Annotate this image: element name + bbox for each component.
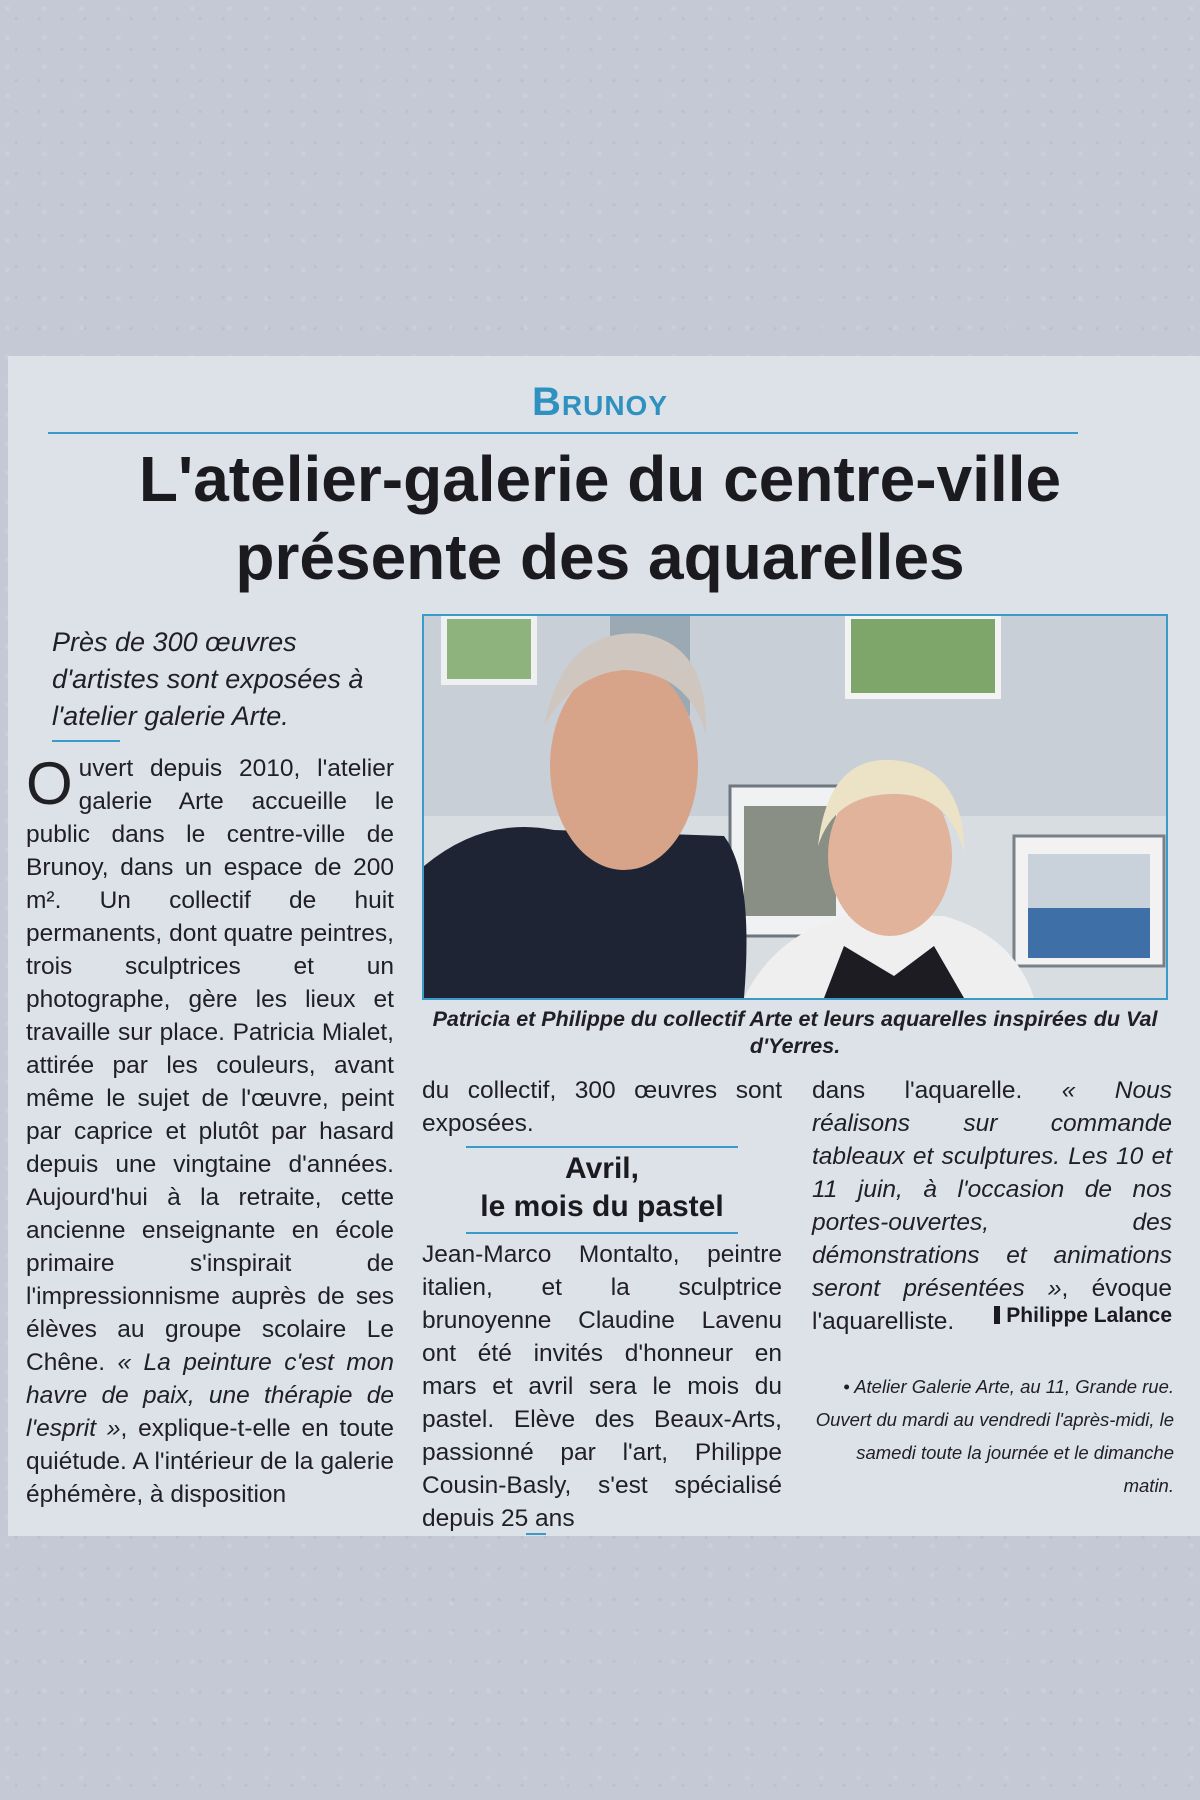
author-signature [940,1304,1172,1328]
subheading [422,1150,782,1226]
article-headline: L'atelier-galerie du centre-ville présente des aquarelles [138,443,1062,593]
drop-cap: O [26,750,73,817]
bottom-rule [526,1533,546,1535]
subheading-line-2: le mois du pastel [480,1190,724,1223]
column-3-text-end: , évoque l'aquarelliste. [812,1275,1172,1335]
subheading-line-1: Avril, [565,1152,639,1185]
column-1-text-end: , explique-t-elle en toute quiétude. A l'intérieur de la galerie éphémère, à disposition [26,1415,395,1508]
article-column-1 [26,752,394,1511]
subhead-rule-bottom [466,1232,738,1234]
article-column-3 [812,1074,1172,1338]
article-column-2: Jean-Marco Montalto, peintre italien, et la sculptrice brunoyenne Claudine Lavenu ont été invités d'honneur en mars et avril sera le mois du pastel. Elève des Beaux-Arts, passionné par l'art, Philippe Cousin-Basly, s'est spécialisé depuis 25 ans [422,1241,782,1532]
article-column-2-top: du collectif, 300 œuvres sont exposées. [422,1077,782,1137]
section-label: Brunoy [531,380,668,424]
deck-rule [52,740,120,742]
subhead-rule-top [466,1146,738,1148]
article-photo [422,614,1168,1000]
photo-illustration [424,616,1166,998]
author-name: Philippe Lalance [1006,1304,1172,1327]
practical-info: • Atelier Galerie Arte, au 11, Grande rue. Ouvert du mardi au vendredi l'après-midi, le samedi toute la journée et le dimanche matin. [815,1376,1174,1496]
column-3-quote: « Nous réalisons sur commande tableaux et sculptures. Les 10 et 11 juin, à l'occasion de nos portes-ouvertes, des démonstrations et animations seront présentées » [812,1077,1172,1302]
section-rule [48,432,1078,434]
column-1-quote: « La peinture c'est mon havre de paix, une thérapie de l'esprit » [26,1349,394,1442]
photo-caption: Patricia et Philippe du collectif Arte et leurs aquarelles inspirées du Val d'Yerres. [432,1007,1158,1058]
column-3-text: dans l'aquarelle. [812,1077,1062,1104]
signature-marker [994,1306,1000,1324]
column-1-text: uvert depuis 2010, l'atelier galerie Arte accueille le public dans le centre-ville de Brunoy, dans un espace de 200 m². Un collectif de huit permanents, dont quatre peintres, trois sculptrices et un photographe, gère les lieux et travaille sur place. Patricia Mialet, attirée par les couleurs, avant même le sujet de l'œuvre, peint par caprice et plutôt par hasard depuis une vingtaine d'années. Aujourd'hui à la retraite, cette ancienne enseignante en école primaire s'inspirait de l'impressionnisme auprès de ses élèves au groupe scolaire Le Chêne. [26,755,394,1376]
article-deck: Près de 300 œuvres d'artistes sont exposées à l'atelier galerie Arte. [52,627,364,731]
